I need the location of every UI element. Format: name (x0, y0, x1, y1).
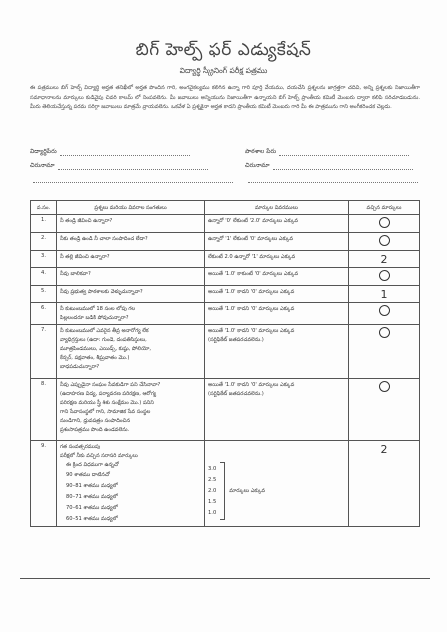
marks-obtained-cell[interactable] (349, 286, 420, 303)
form-title: బిగ్ హెల్ప్ ఫర్ ఎడ్యుకేషన్ (135, 40, 312, 60)
circle-mark (379, 217, 390, 228)
row-question (57, 233, 205, 251)
table-header-row (31, 201, 420, 215)
criteria-line: ఉన్నారో '0' లేకుంటే '2.0' మార్కులు ఎక్కువ (208, 217, 299, 224)
school-name-label: పాఠశాల పేరు (245, 148, 277, 155)
row-criteria (205, 379, 349, 441)
student-name-field[interactable] (30, 148, 190, 156)
criteria-line: లేకుంటే 2.0 ఉన్నారో '1' మార్కులు ఎక్కువ (208, 253, 296, 260)
table-row (31, 303, 420, 325)
question-line: ప్రశంసాపత్రము పొంది ఉండవలెను. (60, 426, 130, 433)
question-line: నీవు ఎప్పుడైనా సంఘం సేవకుడిగా పని చేసినావా? (60, 381, 161, 388)
row-number: 4. (31, 268, 57, 286)
address-label: చిరునామా (30, 162, 55, 169)
header-question: ప్రశ్నలు మరియు వివరాల సంగతులు (57, 201, 205, 215)
student-name-label: విద్యార్థిపేరు (30, 148, 57, 155)
circle-mark (379, 327, 390, 338)
row-number: 6. (31, 303, 57, 325)
criteria-line: అయితే '1.0' కాదని '0' మార్కులు ఎక్కువ (208, 288, 295, 295)
school-name-line[interactable] (279, 149, 409, 156)
score-values (208, 464, 216, 519)
marks-obtained-cell[interactable] (349, 379, 420, 441)
circle-mark (379, 270, 390, 281)
address2-line[interactable] (273, 163, 413, 170)
marks-obtained-cell[interactable] (349, 303, 420, 325)
criteria-line: ఉన్నారో '1' లేకుంటే '0' మార్కులు ఎక్కువ (208, 235, 294, 242)
form-subtitle: విద్యార్థి స్క్రీనింగ్ పరీక్ష పత్రము (179, 66, 268, 75)
row-criteria (205, 251, 349, 268)
handwritten-mark: 2 (380, 252, 388, 266)
circle-mark (379, 305, 390, 316)
address2-field[interactable] (245, 162, 413, 170)
question-line: గాని సేవాసంస్థలో గాని, సామాజిక సేవ సంస్థల (60, 408, 151, 415)
row-number: 5. (31, 286, 57, 303)
marks-obtained-cell[interactable] (349, 233, 420, 251)
handwritten-mark: 1 (380, 287, 388, 301)
circle-mark (379, 381, 390, 392)
header-marks-obtained: వచ్చిన మార్కులు (349, 201, 420, 215)
question-line: నుండిగాని, ధ్రువపత్రం సంపాదించిన (60, 417, 131, 424)
score-value: 1.5 (208, 498, 217, 505)
marks-obtained-cell[interactable] (349, 251, 420, 268)
score-value: 2.5 (208, 476, 217, 483)
row-criteria (205, 268, 349, 286)
criteria-line: అయితే '1.0' కాదని '0' మార్కులు ఎక్కువ (208, 305, 295, 312)
row-number: 9. (31, 441, 57, 527)
handwritten-mark: 2 (380, 442, 388, 456)
question-line: (ఉదాహరణ విద్య, పర్యావరణ పరిరక్షణ, ఆరోగ్య (60, 390, 157, 397)
question-line: నీవు ప్రభుత్వ పాఠశాలకు వెళ్ళుచున్నావా? (60, 288, 143, 295)
row-question (57, 268, 205, 286)
extra-line-left[interactable] (30, 176, 233, 183)
table-row (31, 268, 420, 286)
row-question (57, 286, 205, 303)
marks-range: 90 శాతము దాటినచో (66, 471, 110, 478)
table-row (31, 233, 420, 251)
row-question (57, 379, 205, 441)
criteria-line: అయితే '1.0' కాదని '0' మార్కులు ఎక్కువ (208, 327, 295, 334)
question-line: నీ కుటుంబములో ఎవరైన తీవ్ర అనారోగ్య లేక (60, 327, 149, 334)
table-row (31, 215, 420, 233)
row-number: 7. (31, 325, 57, 379)
question-line: గత సంవత్సరముపు (60, 443, 101, 450)
question-line: మూత్రపిండములు, ఎయిడ్స్, కుష్ఠు, పోలియో, (60, 345, 151, 352)
questions-table (30, 200, 420, 527)
extra-line-right-dots[interactable] (248, 176, 418, 183)
question-line: నీ కుటుంబములో 18 సంల లోపు గల (60, 305, 136, 312)
marks-obtained-cell[interactable] (349, 325, 420, 379)
question-line: నీ తల్లి జీవించి ఉన్నారా? (60, 253, 110, 260)
criteria-line: అయితే '1.0' కాదని '0' మార్కులు ఎక్కువ (208, 381, 295, 388)
row-question (57, 215, 205, 233)
table-row (31, 441, 420, 527)
row-question (57, 325, 205, 379)
bracket (220, 462, 225, 520)
address2-label: చిరునామా (245, 162, 270, 169)
score-value: 3.0 (208, 465, 217, 472)
row-criteria (205, 233, 349, 251)
row-question (57, 251, 205, 268)
score-scale (208, 462, 345, 520)
student-name-line[interactable] (60, 149, 190, 156)
table-row (31, 251, 420, 268)
row-number: 1. (31, 215, 57, 233)
marks-obtained-cell[interactable] (349, 215, 420, 233)
footer-rule (20, 578, 430, 579)
row-criteria (205, 303, 349, 325)
table-row (31, 379, 420, 441)
row-number: 2. (31, 233, 57, 251)
school-name-field[interactable] (245, 148, 409, 156)
address-field[interactable] (30, 162, 208, 170)
question-line: నీ తండ్రి జీవించి ఉన్నారా? (60, 217, 113, 224)
row-number: 8. (31, 379, 57, 441)
table-row (31, 325, 420, 379)
row-criteria (205, 286, 349, 303)
score-value: 1.0 (208, 509, 217, 516)
row-criteria (205, 441, 349, 527)
row-question (57, 303, 205, 325)
question-line: వ్యాధిగ్రస్తులు (ఉదా: గుండె, దంపతిసిస్ఠులు, (60, 336, 147, 343)
criteria-line: (సర్టిఫికేట్ జతపరచవలెను.) (208, 336, 264, 343)
score-value: 2.0 (208, 487, 217, 494)
header-number: వ.సం. (31, 201, 57, 215)
extra-line-left-dots[interactable] (33, 176, 233, 183)
question-line: పరిరక్షణ మరియు స్త్రీ శిశు సంక్షేమం మొ.) పనిని (60, 399, 154, 406)
marks-range: 90–81 శాతము మధ్యలో (66, 482, 118, 489)
address-line[interactable] (58, 163, 208, 170)
extra-line-right[interactable] (245, 176, 418, 183)
marks-range: 60–51 శాతము మధ్యలో (66, 515, 118, 522)
criteria-text: మార్కులు ఎక్కువ (229, 488, 266, 494)
question-line: బాధపడుచున్నారా? (60, 363, 100, 370)
criteria-line: (సర్టిఫికేట్ జతపరచవలెను.) (208, 390, 264, 397)
table-row (31, 286, 420, 303)
marks-range: 70–61 శాతము మధ్యలో (66, 504, 118, 511)
row-criteria (205, 215, 349, 233)
marks-note: ఈ క్రింద విధముగా ఉన్నచో (66, 461, 119, 468)
circle-mark (379, 235, 390, 246)
header-marks-details: మార్కుల వివరములు (205, 201, 349, 215)
row-question (57, 441, 205, 527)
instructions-paragraph: ఈ పత్రములు బిగ్ హెల్ప్ విద్యార్థి అర్హత తనిఖీలో అర్హత పొందిన గారి, అంగవైకల్యము కలిగిన ఉన్నా గారి పూర్తి వేయము, దయచేసి ప్రశ్నలను జాగ్రత్తగా చదివి, అన్ని ప్రశ్నలకు నిజాయితీగా సమాధానాలను మార్కులు కుడివైపు చివరి కాలమ్ లో నింపవలెను. మీ జవాబులు అన్నియును నిజాయితీగా ఉన్నాయని బిగ్ హెల్ప్ ప్రాంతీయ కమిటీ మెంబరు ద్వారా కలిపి సరిచూడబడును. మీరు తెలియచేస్తున్న పరమ సరిగ్గా జవాబులు మాత్రమే వ్రాయవలెను. ఒకవేళ ఏ ప్రశ్నకైనా అర్హత కాదని ప్రాంతీయ కమిటీ మెంబరు గారి మీ ఈ పాత్రమును గాని అంగీకరించక చెల్లదు. (30, 85, 420, 110)
criteria-line: అయితే '1.0' కాకుంటే '0' మార్కులు ఎక్కువ (208, 270, 299, 277)
marks-range: 80–71 శాతము మధ్యలో (66, 493, 118, 500)
question-line: నీవు బాలికవా? (60, 270, 91, 277)
row-number: 3. (31, 251, 57, 268)
question-line: కేన్సర్, పక్షవాతం, శీఘ్రవాతం మొ.) (60, 354, 130, 361)
marks-obtained-cell[interactable] (349, 268, 420, 286)
marks-obtained-cell[interactable] (349, 441, 420, 527)
row-criteria (205, 325, 349, 379)
question-line: పరీక్షలో నీకు వచ్చిన సరాసరి మార్కులు (60, 452, 138, 459)
question-line: పిల్లలందరూ బడికి పోవుచున్నారా? (60, 314, 129, 321)
question-line: నీకు తండ్రి ఉండి నీ చాలా సంపాదించ లేదా? (60, 235, 148, 242)
